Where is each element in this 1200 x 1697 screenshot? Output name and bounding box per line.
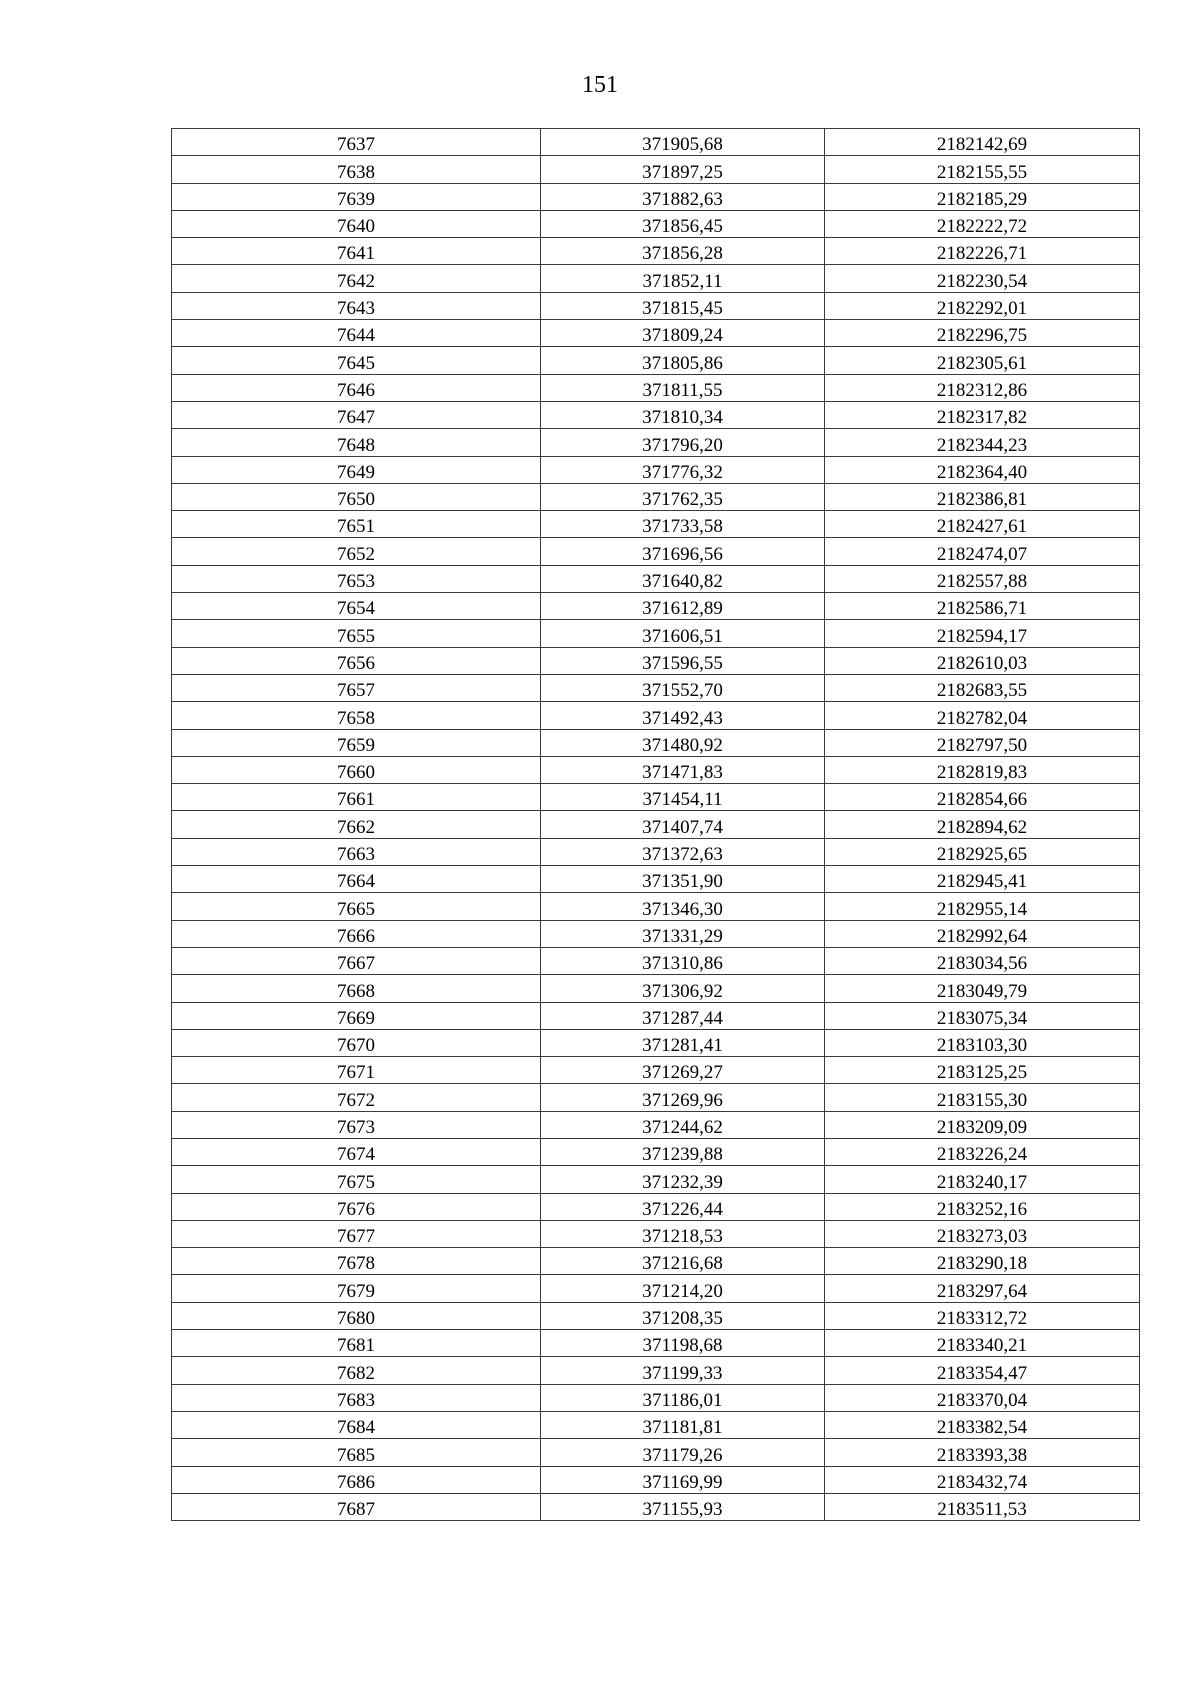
table-row: [172, 593, 1140, 620]
point-number-cell: 7669: [172, 1002, 541, 1029]
x-coordinate-cell: 371169,99: [541, 1466, 825, 1493]
table-row: [172, 1493, 1140, 1520]
point-number-cell: 7657: [172, 674, 541, 701]
table-row: [172, 702, 1140, 729]
y-coordinate-cell: 2182222,72: [825, 210, 1140, 237]
table-row: [172, 538, 1140, 565]
table-row: [172, 1029, 1140, 1056]
x-coordinate-cell: 371218,53: [541, 1220, 825, 1247]
y-coordinate-cell: 2183240,17: [825, 1166, 1140, 1193]
point-number-cell: 7641: [172, 238, 541, 265]
point-number-cell: 7661: [172, 784, 541, 811]
y-coordinate-cell: 2182854,66: [825, 784, 1140, 811]
point-number-cell: 7684: [172, 1411, 541, 1438]
table-row: [172, 620, 1140, 647]
point-number-cell: 7677: [172, 1220, 541, 1247]
x-coordinate-cell: 371208,35: [541, 1302, 825, 1329]
point-number-cell: 7653: [172, 565, 541, 592]
table-row: [172, 975, 1140, 1002]
y-coordinate-cell: 2183370,04: [825, 1384, 1140, 1411]
table-row: [172, 838, 1140, 865]
table-row: [172, 1248, 1140, 1275]
x-coordinate-cell: 371612,89: [541, 593, 825, 620]
x-coordinate-cell: 371179,26: [541, 1439, 825, 1466]
x-coordinate-cell: 371306,92: [541, 975, 825, 1002]
table-row: [172, 1193, 1140, 1220]
table-row: [172, 347, 1140, 374]
table-row: [172, 129, 1140, 156]
x-coordinate-cell: 371811,55: [541, 374, 825, 401]
x-coordinate-cell: 371269,27: [541, 1057, 825, 1084]
table-row: [172, 1357, 1140, 1384]
y-coordinate-cell: 2182305,61: [825, 347, 1140, 374]
y-coordinate-cell: 2182364,40: [825, 456, 1140, 483]
x-coordinate-cell: 371346,30: [541, 893, 825, 920]
y-coordinate-cell: 2182925,65: [825, 838, 1140, 865]
point-number-cell: 7652: [172, 538, 541, 565]
y-coordinate-cell: 2182474,07: [825, 538, 1140, 565]
x-coordinate-cell: 371640,82: [541, 565, 825, 592]
x-coordinate-cell: 371762,35: [541, 483, 825, 510]
y-coordinate-cell: 2182610,03: [825, 647, 1140, 674]
point-number-cell: 7681: [172, 1330, 541, 1357]
table-row: [172, 565, 1140, 592]
table-row: [172, 483, 1140, 510]
table-row: [172, 1220, 1140, 1247]
x-coordinate-cell: 371407,74: [541, 811, 825, 838]
y-coordinate-cell: 2183252,16: [825, 1193, 1140, 1220]
point-number-cell: 7642: [172, 265, 541, 292]
point-number-cell: 7679: [172, 1275, 541, 1302]
x-coordinate-cell: 371809,24: [541, 320, 825, 347]
y-coordinate-cell: 2182312,86: [825, 374, 1140, 401]
y-coordinate-cell: 2182292,01: [825, 292, 1140, 319]
table-row: [172, 1138, 1140, 1165]
table-row: [172, 1275, 1140, 1302]
table-row: [172, 1057, 1140, 1084]
x-coordinate-cell: 371214,20: [541, 1275, 825, 1302]
y-coordinate-cell: 2183125,25: [825, 1057, 1140, 1084]
point-number-cell: 7655: [172, 620, 541, 647]
x-coordinate-cell: 371269,96: [541, 1084, 825, 1111]
y-coordinate-cell: 2182594,17: [825, 620, 1140, 647]
x-coordinate-cell: 371281,41: [541, 1029, 825, 1056]
table-row: [172, 156, 1140, 183]
point-number-cell: 7647: [172, 401, 541, 428]
table-row: [172, 920, 1140, 947]
y-coordinate-cell: 2182185,29: [825, 183, 1140, 210]
y-coordinate-cell: 2183290,18: [825, 1248, 1140, 1275]
x-coordinate-cell: 371606,51: [541, 620, 825, 647]
y-coordinate-cell: 2183209,09: [825, 1111, 1140, 1138]
table-row: [172, 210, 1140, 237]
x-coordinate-cell: 371856,45: [541, 210, 825, 237]
x-coordinate-cell: 371198,68: [541, 1330, 825, 1357]
x-coordinate-cell: 371897,25: [541, 156, 825, 183]
point-number-cell: 7664: [172, 866, 541, 893]
x-coordinate-cell: 371596,55: [541, 647, 825, 674]
table-row: [172, 1384, 1140, 1411]
y-coordinate-cell: 2183155,30: [825, 1084, 1140, 1111]
point-number-cell: 7643: [172, 292, 541, 319]
x-coordinate-cell: 371905,68: [541, 129, 825, 156]
table-row: [172, 320, 1140, 347]
y-coordinate-cell: 2182317,82: [825, 401, 1140, 428]
y-coordinate-cell: 2183432,74: [825, 1466, 1140, 1493]
point-number-cell: 7656: [172, 647, 541, 674]
y-coordinate-cell: 2182386,81: [825, 483, 1140, 510]
table-row: [172, 947, 1140, 974]
y-coordinate-cell: 2182226,71: [825, 238, 1140, 265]
point-number-cell: 7668: [172, 975, 541, 1002]
x-coordinate-cell: 371696,56: [541, 538, 825, 565]
point-number-cell: 7640: [172, 210, 541, 237]
point-number-cell: 7650: [172, 483, 541, 510]
point-number-cell: 7667: [172, 947, 541, 974]
point-number-cell: 7671: [172, 1057, 541, 1084]
table-row: [172, 1330, 1140, 1357]
point-number-cell: 7659: [172, 729, 541, 756]
x-coordinate-cell: 371454,11: [541, 784, 825, 811]
x-coordinate-cell: 371492,43: [541, 702, 825, 729]
point-number-cell: 7646: [172, 374, 541, 401]
x-coordinate-cell: 371239,88: [541, 1138, 825, 1165]
y-coordinate-cell: 2182142,69: [825, 129, 1140, 156]
point-number-cell: 7678: [172, 1248, 541, 1275]
point-number-cell: 7675: [172, 1166, 541, 1193]
x-coordinate-cell: 371331,29: [541, 920, 825, 947]
y-coordinate-cell: 2182782,04: [825, 702, 1140, 729]
y-coordinate-cell: 2182155,55: [825, 156, 1140, 183]
page-number: 151: [582, 72, 618, 98]
coordinates-table: [171, 128, 1140, 1521]
table-row: [172, 1466, 1140, 1493]
point-number-cell: 7638: [172, 156, 541, 183]
y-coordinate-cell: 2182992,64: [825, 920, 1140, 947]
y-coordinate-cell: 2183226,24: [825, 1138, 1140, 1165]
x-coordinate-cell: 371882,63: [541, 183, 825, 210]
x-coordinate-cell: 371232,39: [541, 1166, 825, 1193]
x-coordinate-cell: 371287,44: [541, 1002, 825, 1029]
y-coordinate-cell: 2183049,79: [825, 975, 1140, 1002]
y-coordinate-cell: 2183103,30: [825, 1029, 1140, 1056]
point-number-cell: 7683: [172, 1384, 541, 1411]
point-number-cell: 7676: [172, 1193, 541, 1220]
x-coordinate-cell: 371181,81: [541, 1411, 825, 1438]
point-number-cell: 7645: [172, 347, 541, 374]
table-row: [172, 238, 1140, 265]
table-row: [172, 784, 1140, 811]
x-coordinate-cell: 371372,63: [541, 838, 825, 865]
y-coordinate-cell: 2182296,75: [825, 320, 1140, 347]
table-row: [172, 1411, 1140, 1438]
table-row: [172, 1084, 1140, 1111]
table-row: [172, 183, 1140, 210]
y-coordinate-cell: 2182427,61: [825, 511, 1140, 538]
point-number-cell: 7648: [172, 429, 541, 456]
x-coordinate-cell: 371244,62: [541, 1111, 825, 1138]
x-coordinate-cell: 371199,33: [541, 1357, 825, 1384]
y-coordinate-cell: 2183382,54: [825, 1411, 1140, 1438]
x-coordinate-cell: 371552,70: [541, 674, 825, 701]
y-coordinate-cell: 2183034,56: [825, 947, 1140, 974]
x-coordinate-cell: 371480,92: [541, 729, 825, 756]
table-row: [172, 1002, 1140, 1029]
y-coordinate-cell: 2183340,21: [825, 1330, 1140, 1357]
point-number-cell: 7639: [172, 183, 541, 210]
y-coordinate-cell: 2182945,41: [825, 866, 1140, 893]
table-row: [172, 647, 1140, 674]
y-coordinate-cell: 2182586,71: [825, 593, 1140, 620]
point-number-cell: 7687: [172, 1493, 541, 1520]
x-coordinate-cell: 371852,11: [541, 265, 825, 292]
point-number-cell: 7685: [172, 1439, 541, 1466]
point-number-cell: 7662: [172, 811, 541, 838]
point-number-cell: 7674: [172, 1138, 541, 1165]
x-coordinate-cell: 371805,86: [541, 347, 825, 374]
point-number-cell: 7670: [172, 1029, 541, 1056]
point-number-cell: 7658: [172, 702, 541, 729]
table-row: [172, 674, 1140, 701]
x-coordinate-cell: 371186,01: [541, 1384, 825, 1411]
table-row: [172, 866, 1140, 893]
point-number-cell: 7673: [172, 1111, 541, 1138]
y-coordinate-cell: 2183511,53: [825, 1493, 1140, 1520]
point-number-cell: 7654: [172, 593, 541, 620]
table-row: [172, 292, 1140, 319]
point-number-cell: 7666: [172, 920, 541, 947]
point-number-cell: 7651: [172, 511, 541, 538]
y-coordinate-cell: 2182344,23: [825, 429, 1140, 456]
x-coordinate-cell: 371856,28: [541, 238, 825, 265]
y-coordinate-cell: 2183075,34: [825, 1002, 1140, 1029]
y-coordinate-cell: 2182557,88: [825, 565, 1140, 592]
x-coordinate-cell: 371310,86: [541, 947, 825, 974]
x-coordinate-cell: 371351,90: [541, 866, 825, 893]
y-coordinate-cell: 2182819,83: [825, 756, 1140, 783]
table-row: [172, 511, 1140, 538]
point-number-cell: 7686: [172, 1466, 541, 1493]
x-coordinate-cell: 371471,83: [541, 756, 825, 783]
point-number-cell: 7637: [172, 129, 541, 156]
y-coordinate-cell: 2183312,72: [825, 1302, 1140, 1329]
y-coordinate-cell: 2182683,55: [825, 674, 1140, 701]
x-coordinate-cell: 371226,44: [541, 1193, 825, 1220]
x-coordinate-cell: 371776,32: [541, 456, 825, 483]
table-row: [172, 811, 1140, 838]
y-coordinate-cell: 2182894,62: [825, 811, 1140, 838]
point-number-cell: 7660: [172, 756, 541, 783]
table-row: [172, 429, 1140, 456]
y-coordinate-cell: 2183273,03: [825, 1220, 1140, 1247]
table-row: [172, 265, 1140, 292]
x-coordinate-cell: 371796,20: [541, 429, 825, 456]
y-coordinate-cell: 2182955,14: [825, 893, 1140, 920]
table-row: [172, 1439, 1140, 1466]
table-row: [172, 456, 1140, 483]
y-coordinate-cell: 2183297,64: [825, 1275, 1140, 1302]
point-number-cell: 7680: [172, 1302, 541, 1329]
point-number-cell: 7663: [172, 838, 541, 865]
x-coordinate-cell: 371216,68: [541, 1248, 825, 1275]
y-coordinate-cell: 2182230,54: [825, 265, 1140, 292]
x-coordinate-cell: 371155,93: [541, 1493, 825, 1520]
point-number-cell: 7665: [172, 893, 541, 920]
table-row: [172, 374, 1140, 401]
point-number-cell: 7649: [172, 456, 541, 483]
table-row: [172, 1111, 1140, 1138]
x-coordinate-cell: 371810,34: [541, 401, 825, 428]
point-number-cell: 7644: [172, 320, 541, 347]
y-coordinate-cell: 2183354,47: [825, 1357, 1140, 1384]
table-row: [172, 401, 1140, 428]
y-coordinate-cell: 2183393,38: [825, 1439, 1140, 1466]
x-coordinate-cell: 371733,58: [541, 511, 825, 538]
table-row: [172, 756, 1140, 783]
table-row: [172, 729, 1140, 756]
table-row: [172, 893, 1140, 920]
table-row: [172, 1166, 1140, 1193]
point-number-cell: 7682: [172, 1357, 541, 1384]
table-row: [172, 1302, 1140, 1329]
y-coordinate-cell: 2182797,50: [825, 729, 1140, 756]
x-coordinate-cell: 371815,45: [541, 292, 825, 319]
coordinates-table-body: [172, 129, 1140, 1521]
point-number-cell: 7672: [172, 1084, 541, 1111]
